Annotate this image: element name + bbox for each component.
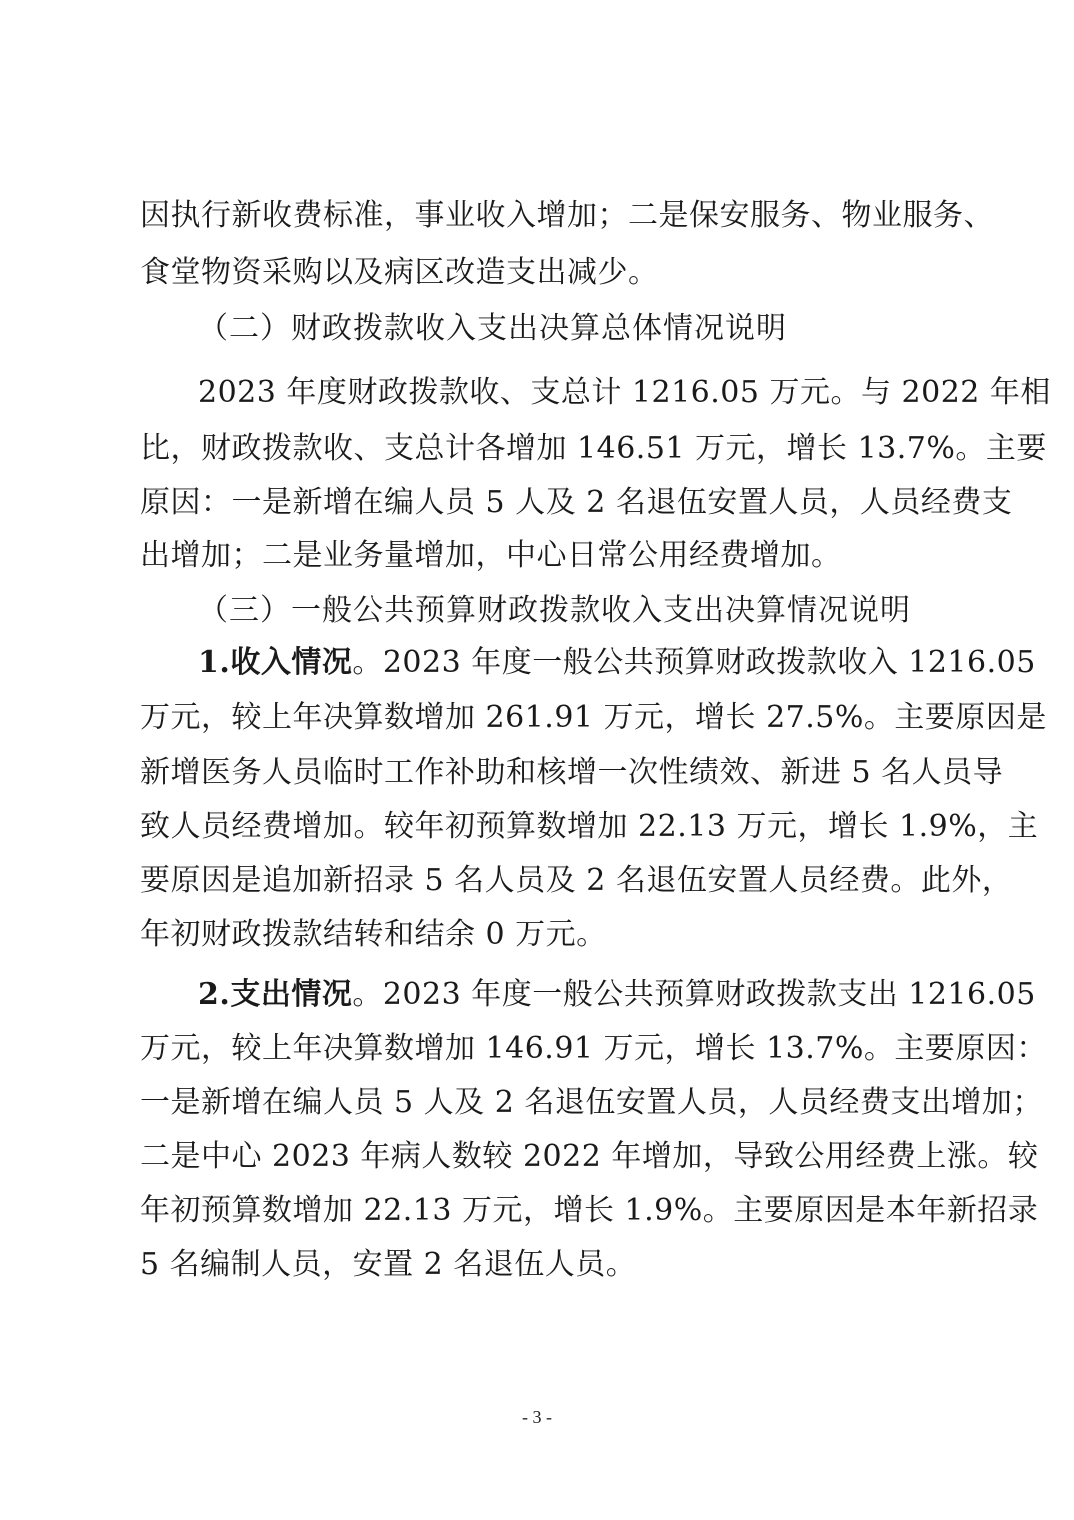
paragraph-line: 因执行新收费标准，事业收入增加；二是保安服务、物业服务、 (140, 198, 994, 233)
paragraph-line: 原因：一是新增在编人员 5 人及 2 名退伍安置人员，人员经费支 (140, 485, 1013, 520)
paragraph-line: 2023 年度财政拨款收、支总计 1216.05 万元。与 2022 年相 (198, 375, 1051, 410)
paragraph-line: 年初预算数增加 22.13 万元，增长 1.9%。主要原因是本年新招录 (140, 1193, 1039, 1228)
section-heading-3: （三）一般公共预算财政拨款收入支出决算情况说明 (198, 593, 911, 628)
paragraph-line: 出增加；二是业务量增加，中心日常公用经费增加。 (140, 538, 842, 573)
expense-label: 2.支出情况 (198, 977, 353, 1012)
paragraph-line: 食堂物资采购以及病区改造支出减少。 (140, 255, 659, 290)
paragraph-line: 二是中心 2023 年病人数较 2022 年增加，导致公用经费上涨。较 (140, 1139, 1039, 1174)
paragraph-line: 比，财政拨款收、支总计各增加 146.51 万元，增长 13.7%。主要 (140, 431, 1047, 466)
paragraph-line: 万元，较上年决算数增加 261.91 万元，增长 27.5%。主要原因是 (140, 700, 1047, 735)
section-heading-2: （二）财政拨款收入支出决算总体情况说明 (198, 311, 787, 346)
paragraph-line: 1.收入情况。2023 年度一般公共预算财政拨款收入 1216.05 (198, 645, 1036, 680)
paragraph-line: 2.支出情况。2023 年度一般公共预算财政拨款支出 1216.05 (198, 977, 1036, 1012)
paragraph-line: 5 名编制人员，安置 2 名退伍人员。 (140, 1247, 637, 1282)
income-label: 1.收入情况 (198, 645, 353, 680)
paragraph-line: 致人员经费增加。较年初预算数增加 22.13 万元，增长 1.9%，主 (140, 809, 1039, 844)
paragraph-line: 新增医务人员临时工作补助和核增一次性绩效、新进 5 名人员导 (140, 755, 1004, 790)
paragraph-line: 要原因是追加新招录 5 名人员及 2 名退伍安置人员经费。此外， (140, 863, 1013, 898)
paragraph-line: 一是新增在编人员 5 人及 2 名退伍安置人员，人员经费支出增加； (140, 1085, 1043, 1120)
page-number: - 3 - (522, 1407, 552, 1427)
paragraph-line: 万元，较上年决算数增加 146.91 万元，增长 13.7%。主要原因： (140, 1031, 1047, 1066)
paragraph-line: 年初财政拨款结转和结余 0 万元。 (140, 917, 607, 952)
